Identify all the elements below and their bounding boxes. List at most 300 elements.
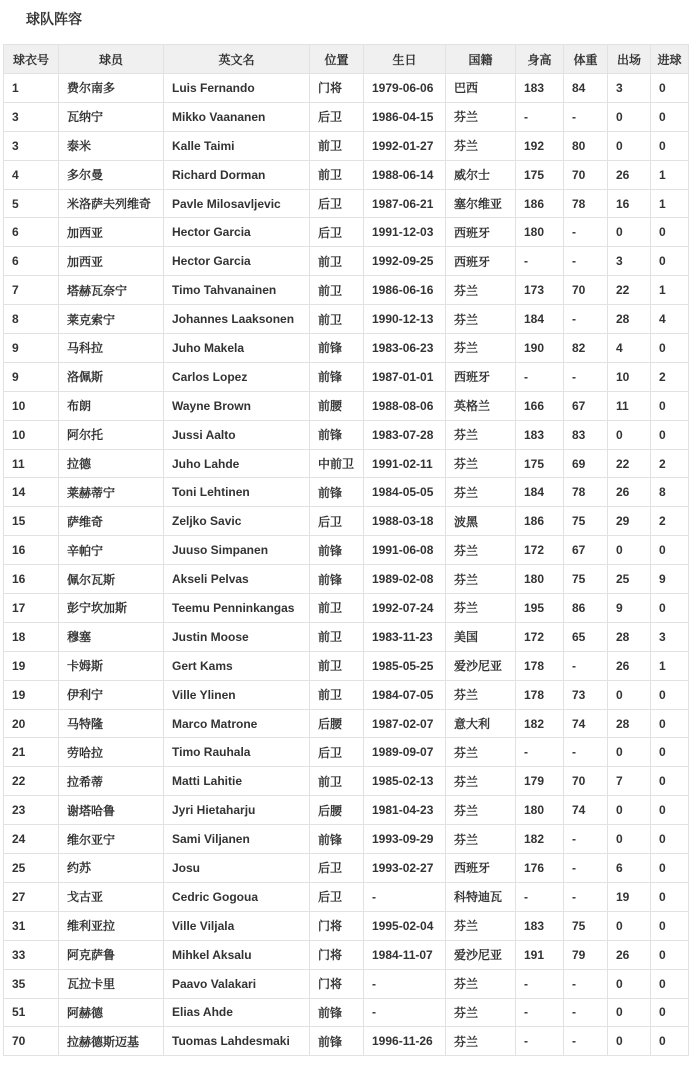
cell-english-name: Juho Lahde: [164, 449, 310, 478]
cell-birthday: 1989-02-08: [364, 565, 446, 594]
cell-goals: 0: [651, 1027, 689, 1056]
cell-weight: -: [564, 218, 608, 247]
table-row: [4, 74, 689, 103]
cell-appearances: 0: [608, 102, 651, 131]
cell-jersey-number: 24: [4, 825, 59, 854]
cell-player-name: 布朗: [59, 391, 164, 420]
cell-goals: 0: [651, 131, 689, 160]
cell-appearances: 0: [608, 998, 651, 1027]
cell-birthday: 1996-11-26: [364, 1027, 446, 1056]
cell-height: 186: [516, 189, 564, 218]
cell-nationality: 西班牙: [446, 362, 516, 391]
cell-weight: -: [564, 882, 608, 911]
cell-english-name: Elias Ahde: [164, 998, 310, 1027]
cell-player-name: 加西亚: [59, 247, 164, 276]
team-roster-page: [0, 11, 692, 1056]
table-row: [4, 160, 689, 189]
cell-height: 183: [516, 74, 564, 103]
table-row: [4, 825, 689, 854]
cell-weight: 79: [564, 940, 608, 969]
page-title: 球队阵容: [26, 11, 82, 27]
cell-nationality: 芬兰: [446, 131, 516, 160]
cell-player-name: 泰米: [59, 131, 164, 160]
cell-position: 前锋: [310, 536, 364, 565]
cell-position: 后卫: [310, 738, 364, 767]
cell-position: 门将: [310, 74, 364, 103]
cell-nationality: 科特迪瓦: [446, 882, 516, 911]
cell-goals: 3: [651, 622, 689, 651]
cell-goals: 0: [651, 391, 689, 420]
cell-nationality: 爱沙尼亚: [446, 651, 516, 680]
cell-jersey-number: 35: [4, 969, 59, 998]
cell-height: -: [516, 969, 564, 998]
cell-birthday: 1986-06-16: [364, 276, 446, 305]
cell-height: 183: [516, 911, 564, 940]
cell-jersey-number: 10: [4, 420, 59, 449]
cell-goals: 0: [651, 969, 689, 998]
table-row: [4, 796, 689, 825]
cell-jersey-number: 16: [4, 565, 59, 594]
cell-jersey-number: 19: [4, 680, 59, 709]
cell-goals: 1: [651, 160, 689, 189]
cell-appearances: 0: [608, 911, 651, 940]
cell-appearances: 0: [608, 796, 651, 825]
cell-jersey-number: 14: [4, 478, 59, 507]
cell-weight: 78: [564, 189, 608, 218]
cell-appearances: 26: [608, 160, 651, 189]
cell-player-name: 伊利宁: [59, 680, 164, 709]
cell-nationality: 芬兰: [446, 594, 516, 623]
cell-height: 191: [516, 940, 564, 969]
cell-nationality: 芬兰: [446, 738, 516, 767]
cell-birthday: 1991-12-03: [364, 218, 446, 247]
cell-weight: 70: [564, 276, 608, 305]
cell-position: 后卫: [310, 218, 364, 247]
cell-height: -: [516, 362, 564, 391]
cell-nationality: 芬兰: [446, 680, 516, 709]
cell-player-name: 彭宁坎加斯: [59, 594, 164, 623]
cell-birthday: -: [364, 969, 446, 998]
cell-birthday: 1991-02-11: [364, 449, 446, 478]
cell-position: 前卫: [310, 305, 364, 334]
cell-goals: 0: [651, 796, 689, 825]
cell-weight: 75: [564, 911, 608, 940]
cell-jersey-number: 3: [4, 131, 59, 160]
cell-position: 前卫: [310, 594, 364, 623]
table-row: [4, 507, 689, 536]
cell-appearances: 0: [608, 738, 651, 767]
cell-player-name: 穆塞: [59, 622, 164, 651]
cell-nationality: 塞尔维亚: [446, 189, 516, 218]
cell-birthday: 1985-05-25: [364, 651, 446, 680]
cell-appearances: 19: [608, 882, 651, 911]
cell-goals: 0: [651, 940, 689, 969]
cell-goals: 1: [651, 276, 689, 305]
table-row: [4, 218, 689, 247]
cell-weight: 80: [564, 131, 608, 160]
cell-player-name: 维利亚拉: [59, 911, 164, 940]
table-row: [4, 767, 689, 796]
cell-jersey-number: 10: [4, 391, 59, 420]
cell-position: 前锋: [310, 998, 364, 1027]
cell-nationality: 芬兰: [446, 998, 516, 1027]
cell-english-name: Josu: [164, 854, 310, 883]
cell-jersey-number: 5: [4, 189, 59, 218]
cell-birthday: 1984-11-07: [364, 940, 446, 969]
cell-goals: 1: [651, 189, 689, 218]
cell-height: 182: [516, 825, 564, 854]
cell-english-name: Jussi Aalto: [164, 420, 310, 449]
cell-weight: -: [564, 998, 608, 1027]
cell-english-name: Gert Kams: [164, 651, 310, 680]
cell-appearances: 29: [608, 507, 651, 536]
cell-weight: 83: [564, 420, 608, 449]
cell-english-name: Teemu Penninkangas: [164, 594, 310, 623]
cell-goals: 0: [651, 882, 689, 911]
cell-player-name: 瓦拉卡里: [59, 969, 164, 998]
cell-position: 前卫: [310, 680, 364, 709]
cell-birthday: -: [364, 882, 446, 911]
cell-nationality: 芬兰: [446, 796, 516, 825]
cell-birthday: 1979-06-06: [364, 74, 446, 103]
cell-weight: 74: [564, 709, 608, 738]
cell-appearances: 28: [608, 622, 651, 651]
column-header-jersey-number: 球衣号: [4, 45, 59, 74]
table-row: [4, 247, 689, 276]
cell-appearances: 0: [608, 420, 651, 449]
cell-player-name: 多尔曼: [59, 160, 164, 189]
cell-player-name: 约苏: [59, 854, 164, 883]
column-header-player-name: 球员: [59, 45, 164, 74]
cell-jersey-number: 33: [4, 940, 59, 969]
cell-position: 门将: [310, 911, 364, 940]
cell-nationality: 芬兰: [446, 102, 516, 131]
cell-nationality: 西班牙: [446, 854, 516, 883]
cell-jersey-number: 22: [4, 767, 59, 796]
cell-height: 184: [516, 478, 564, 507]
cell-english-name: Wayne Brown: [164, 391, 310, 420]
cell-appearances: 3: [608, 74, 651, 103]
cell-position: 后卫: [310, 189, 364, 218]
cell-english-name: Luis Fernando: [164, 74, 310, 103]
cell-weight: 67: [564, 536, 608, 565]
cell-weight: -: [564, 854, 608, 883]
cell-jersey-number: 19: [4, 651, 59, 680]
cell-position: 前卫: [310, 276, 364, 305]
roster-table: [3, 44, 689, 1056]
cell-nationality: 芬兰: [446, 449, 516, 478]
cell-weight: -: [564, 651, 608, 680]
cell-english-name: Mikko Vaananen: [164, 102, 310, 131]
cell-height: 195: [516, 594, 564, 623]
cell-player-name: 瓦纳宁: [59, 102, 164, 131]
cell-english-name: Marco Matrone: [164, 709, 310, 738]
cell-height: 173: [516, 276, 564, 305]
column-header-birthday: 生日: [364, 45, 446, 74]
cell-nationality: 波黑: [446, 507, 516, 536]
cell-position: 门将: [310, 969, 364, 998]
cell-position: 前卫: [310, 160, 364, 189]
table-row: [4, 940, 689, 969]
cell-position: 前锋: [310, 1027, 364, 1056]
cell-position: 后卫: [310, 854, 364, 883]
cell-english-name: Akseli Pelvas: [164, 565, 310, 594]
cell-position: 后卫: [310, 507, 364, 536]
cell-appearances: 28: [608, 305, 651, 334]
cell-english-name: Pavle Milosavljevic: [164, 189, 310, 218]
cell-player-name: 拉希蒂: [59, 767, 164, 796]
table-row: [4, 334, 689, 363]
cell-goals: 0: [651, 420, 689, 449]
cell-nationality: 西班牙: [446, 218, 516, 247]
cell-player-name: 塔赫瓦奈宁: [59, 276, 164, 305]
cell-appearances: 10: [608, 362, 651, 391]
table-body: [4, 74, 689, 1056]
cell-height: 190: [516, 334, 564, 363]
cell-height: -: [516, 247, 564, 276]
cell-jersey-number: 9: [4, 334, 59, 363]
cell-player-name: 洛佩斯: [59, 362, 164, 391]
table-row: [4, 131, 689, 160]
cell-goals: 8: [651, 478, 689, 507]
cell-birthday: 1986-04-15: [364, 102, 446, 131]
cell-english-name: Cedric Gogoua: [164, 882, 310, 911]
cell-weight: 65: [564, 622, 608, 651]
cell-weight: -: [564, 825, 608, 854]
cell-appearances: 25: [608, 565, 651, 594]
cell-goals: 0: [651, 911, 689, 940]
cell-appearances: 0: [608, 131, 651, 160]
cell-appearances: 4: [608, 334, 651, 363]
cell-nationality: 芬兰: [446, 969, 516, 998]
cell-appearances: 9: [608, 594, 651, 623]
cell-nationality: 芬兰: [446, 825, 516, 854]
cell-english-name: Toni Lehtinen: [164, 478, 310, 507]
cell-jersey-number: 15: [4, 507, 59, 536]
cell-goals: 2: [651, 507, 689, 536]
cell-birthday: 1988-03-18: [364, 507, 446, 536]
cell-nationality: 爱沙尼亚: [446, 940, 516, 969]
cell-birthday: 1993-09-29: [364, 825, 446, 854]
cell-position: 前卫: [310, 767, 364, 796]
cell-birthday: 1989-09-07: [364, 738, 446, 767]
cell-birthday: 1983-06-23: [364, 334, 446, 363]
cell-height: 179: [516, 767, 564, 796]
cell-nationality: 意大利: [446, 709, 516, 738]
cell-height: 166: [516, 391, 564, 420]
cell-height: 172: [516, 536, 564, 565]
cell-weight: -: [564, 247, 608, 276]
cell-birthday: 1983-07-28: [364, 420, 446, 449]
cell-position: 前锋: [310, 478, 364, 507]
cell-goals: 0: [651, 334, 689, 363]
table-row: [4, 622, 689, 651]
cell-english-name: Sami Viljanen: [164, 825, 310, 854]
cell-position: 前卫: [310, 131, 364, 160]
cell-jersey-number: 7: [4, 276, 59, 305]
cell-appearances: 16: [608, 189, 651, 218]
cell-jersey-number: 25: [4, 854, 59, 883]
cell-jersey-number: 20: [4, 709, 59, 738]
cell-goals: 0: [651, 767, 689, 796]
cell-english-name: Juho Makela: [164, 334, 310, 363]
table-row: [4, 102, 689, 131]
table-row: [4, 969, 689, 998]
cell-birthday: 1983-11-23: [364, 622, 446, 651]
cell-player-name: 卡姆斯: [59, 651, 164, 680]
column-header-nationality: 国籍: [446, 45, 516, 74]
cell-weight: -: [564, 102, 608, 131]
cell-weight: -: [564, 738, 608, 767]
cell-birthday: 1993-02-27: [364, 854, 446, 883]
cell-height: 176: [516, 854, 564, 883]
cell-birthday: 1995-02-04: [364, 911, 446, 940]
cell-appearances: 0: [608, 536, 651, 565]
cell-weight: 78: [564, 478, 608, 507]
cell-player-name: 阿赫德: [59, 998, 164, 1027]
cell-english-name: Jyri Hietaharju: [164, 796, 310, 825]
cell-weight: 67: [564, 391, 608, 420]
cell-height: -: [516, 102, 564, 131]
cell-player-name: 辛帕宁: [59, 536, 164, 565]
cell-weight: 75: [564, 507, 608, 536]
cell-player-name: 阿尔托: [59, 420, 164, 449]
cell-position: 前卫: [310, 622, 364, 651]
cell-appearances: 28: [608, 709, 651, 738]
cell-height: 186: [516, 507, 564, 536]
cell-jersey-number: 17: [4, 594, 59, 623]
cell-nationality: 芬兰: [446, 536, 516, 565]
cell-height: 175: [516, 160, 564, 189]
cell-weight: 70: [564, 767, 608, 796]
column-header-height: 身高: [516, 45, 564, 74]
cell-appearances: 0: [608, 825, 651, 854]
cell-english-name: Mihkel Aksalu: [164, 940, 310, 969]
cell-nationality: 巴西: [446, 74, 516, 103]
cell-english-name: Matti Lahitie: [164, 767, 310, 796]
cell-appearances: 0: [608, 680, 651, 709]
cell-english-name: Hector Garcia: [164, 247, 310, 276]
cell-nationality: 芬兰: [446, 478, 516, 507]
cell-appearances: 0: [608, 969, 651, 998]
cell-birthday: 1987-02-07: [364, 709, 446, 738]
cell-weight: 70: [564, 160, 608, 189]
cell-height: 180: [516, 796, 564, 825]
cell-player-name: 谢塔哈鲁: [59, 796, 164, 825]
cell-english-name: Johannes Laaksonen: [164, 305, 310, 334]
cell-appearances: 22: [608, 276, 651, 305]
cell-position: 前卫: [310, 247, 364, 276]
cell-birthday: 1987-06-21: [364, 189, 446, 218]
cell-jersey-number: 18: [4, 622, 59, 651]
cell-jersey-number: 9: [4, 362, 59, 391]
cell-appearances: 6: [608, 854, 651, 883]
cell-player-name: 米洛萨夫列维奇: [59, 189, 164, 218]
cell-nationality: 芬兰: [446, 767, 516, 796]
cell-jersey-number: 51: [4, 998, 59, 1027]
table-row: [4, 911, 689, 940]
column-header-position: 位置: [310, 45, 364, 74]
cell-goals: 0: [651, 536, 689, 565]
cell-height: 183: [516, 420, 564, 449]
cell-jersey-number: 6: [4, 218, 59, 247]
cell-english-name: Ville Ylinen: [164, 680, 310, 709]
cell-english-name: Juuso Simpanen: [164, 536, 310, 565]
cell-appearances: 0: [608, 218, 651, 247]
table-row: [4, 362, 689, 391]
cell-appearances: 3: [608, 247, 651, 276]
cell-player-name: 拉赫德斯迈基: [59, 1027, 164, 1056]
cell-english-name: Tuomas Lahdesmaki: [164, 1027, 310, 1056]
cell-birthday: 1984-07-05: [364, 680, 446, 709]
cell-appearances: 26: [608, 651, 651, 680]
cell-goals: 0: [651, 74, 689, 103]
column-header-goals: 进球: [651, 45, 689, 74]
cell-jersey-number: 8: [4, 305, 59, 334]
cell-jersey-number: 3: [4, 102, 59, 131]
cell-weight: -: [564, 1027, 608, 1056]
cell-nationality: 芬兰: [446, 334, 516, 363]
cell-goals: 0: [651, 594, 689, 623]
cell-nationality: 威尔士: [446, 160, 516, 189]
table-row: [4, 449, 689, 478]
cell-player-name: 维尔亚宁: [59, 825, 164, 854]
table-row: [4, 305, 689, 334]
cell-appearances: 11: [608, 391, 651, 420]
cell-english-name: Ville Viljala: [164, 911, 310, 940]
cell-birthday: 1984-05-05: [364, 478, 446, 507]
cell-position: 前锋: [310, 420, 364, 449]
cell-nationality: 芬兰: [446, 305, 516, 334]
table-row: [4, 882, 689, 911]
cell-jersey-number: 16: [4, 536, 59, 565]
table-row: [4, 709, 689, 738]
table-row: [4, 738, 689, 767]
table-row: [4, 680, 689, 709]
cell-position: 前卫: [310, 651, 364, 680]
cell-player-name: 莱赫蒂宁: [59, 478, 164, 507]
cell-weight: 74: [564, 796, 608, 825]
table-row: [4, 1027, 689, 1056]
cell-jersey-number: 31: [4, 911, 59, 940]
cell-birthday: 1992-07-24: [364, 594, 446, 623]
cell-english-name: Timo Tahvanainen: [164, 276, 310, 305]
cell-english-name: Hector Garcia: [164, 218, 310, 247]
column-header-english-name: 英文名: [164, 45, 310, 74]
cell-player-name: 加西亚: [59, 218, 164, 247]
cell-nationality: 芬兰: [446, 565, 516, 594]
table-row: [4, 854, 689, 883]
cell-weight: -: [564, 362, 608, 391]
cell-goals: 2: [651, 449, 689, 478]
table-row: [4, 276, 689, 305]
cell-nationality: 芬兰: [446, 276, 516, 305]
cell-birthday: 1985-02-13: [364, 767, 446, 796]
cell-height: 182: [516, 709, 564, 738]
cell-height: -: [516, 738, 564, 767]
cell-appearances: 0: [608, 1027, 651, 1056]
cell-position: 前锋: [310, 565, 364, 594]
cell-player-name: 阿克萨鲁: [59, 940, 164, 969]
cell-goals: 1: [651, 651, 689, 680]
cell-birthday: 1992-01-27: [364, 131, 446, 160]
cell-height: -: [516, 1027, 564, 1056]
cell-height: -: [516, 882, 564, 911]
cell-player-name: 费尔南多: [59, 74, 164, 103]
cell-goals: 0: [651, 680, 689, 709]
cell-english-name: Justin Moose: [164, 622, 310, 651]
cell-appearances: 7: [608, 767, 651, 796]
